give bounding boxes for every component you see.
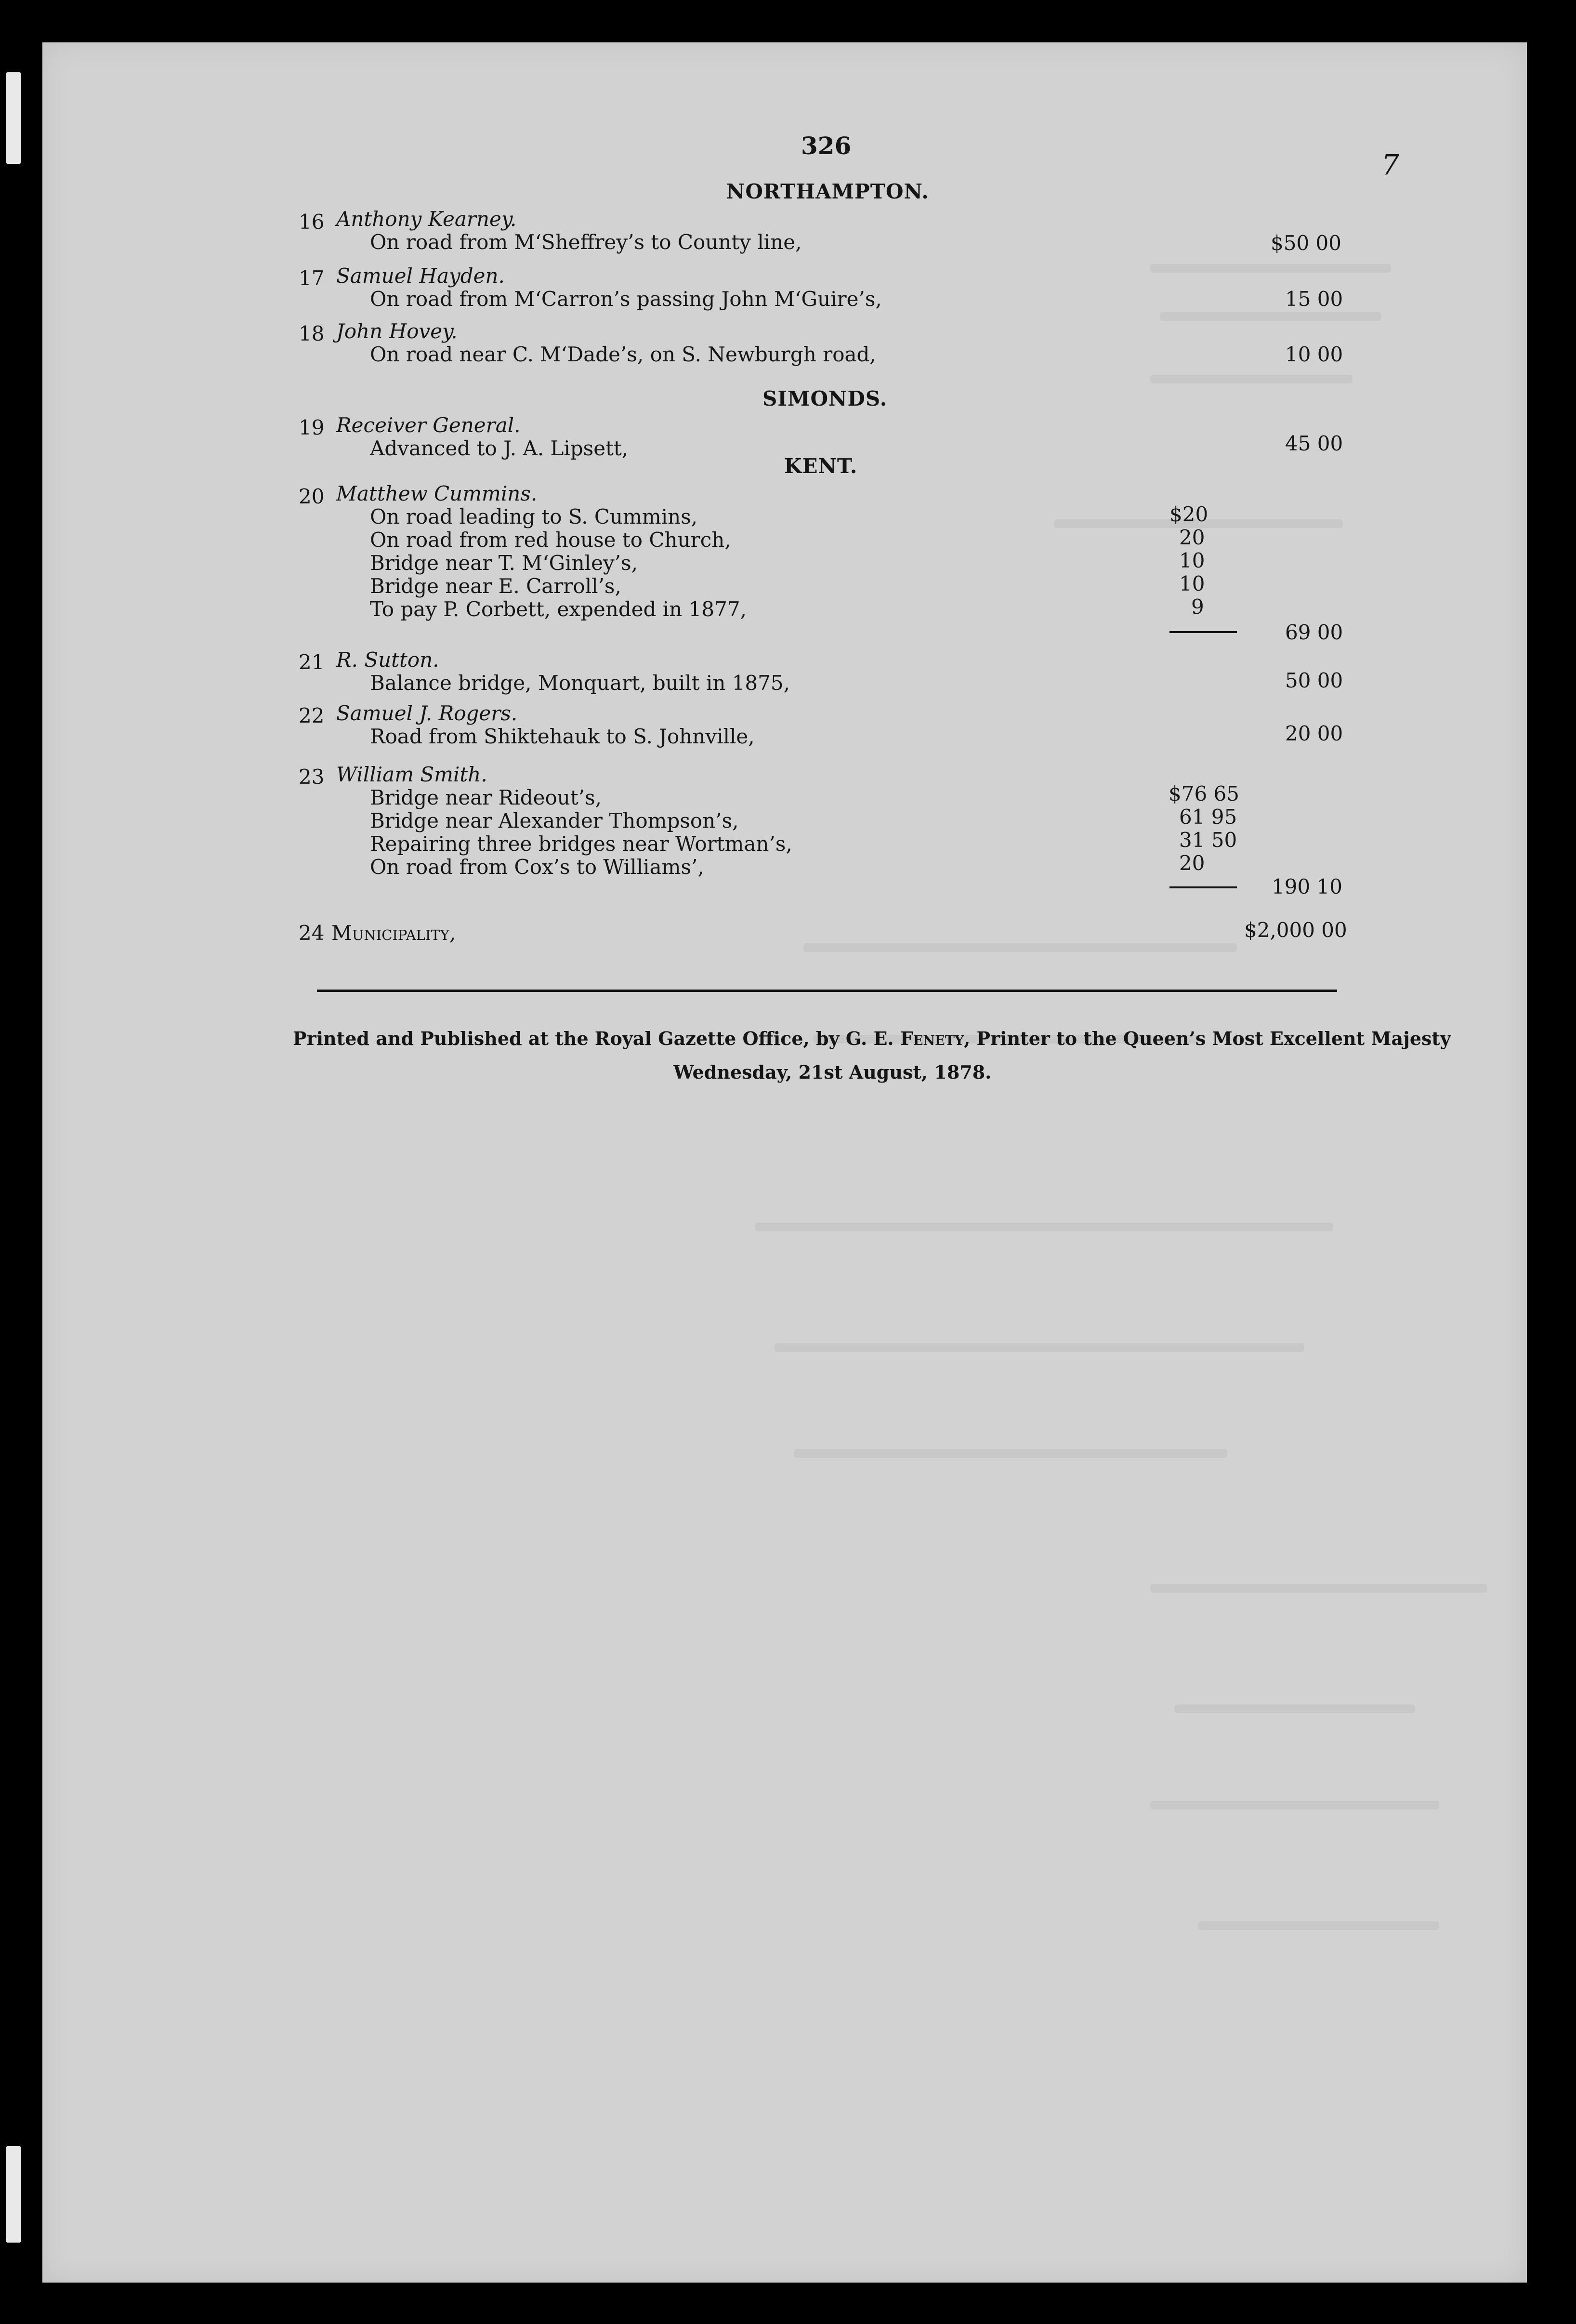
entry-total: $2,000 00 [1244,918,1347,942]
entry-total: 10 00 [1285,343,1343,366]
payee-name: Municipality, [331,921,456,945]
page-number: 326 [801,132,852,160]
imprint-text: , Printer to the Queen’s Most Excellent Majesty [964,1028,1451,1049]
entry-number: 23 [299,765,325,789]
entry-number: 24 [299,921,325,945]
bleed-through-mark [1160,312,1381,321]
entry-total: 69 00 [1285,621,1343,644]
entry-description: On road near C. M‘Dade’s, on S. Newburgh road, [370,343,876,366]
bleed-through-mark [1174,1704,1415,1713]
entry-number: 22 [299,704,325,727]
bleed-through-mark [1150,1584,1487,1593]
entry-total: 20 00 [1285,722,1343,745]
line-amount: 10 [1179,572,1205,595]
entry-total: 50 00 [1285,669,1343,692]
entry-line: On road from red house to Church, [370,528,731,552]
closing-rule [317,990,1337,992]
entry-description: Advanced to J. A. Lipsett, [370,436,629,460]
entry-number: 18 [299,322,325,345]
payee-name: John Hovey. [336,319,458,343]
bleed-through-mark [794,1449,1227,1458]
imprint-line [293,1028,1451,1049]
section-heading-northampton: NORTHAMPTON. [726,180,929,203]
subtotal-rule [1169,631,1237,633]
entry-total: 190 10 [1272,875,1342,898]
entry-line: To pay P. Corbett, expended in 1877, [370,597,747,621]
entry-number: 19 [299,416,325,439]
line-amount: 20 [1179,526,1205,549]
entry-total: $50 00 [1271,231,1341,255]
line-amount: $76 65 [1169,782,1239,805]
entry-number: 16 [299,210,325,234]
scan-tab-top [6,72,21,164]
line-amount: $20 [1169,502,1208,526]
entry-line: Bridge near E. Carroll’s, [370,574,621,598]
bleed-through-mark [1150,375,1353,383]
line-amount: 9 [1191,595,1204,619]
payee-name: Samuel J. Rogers. [336,701,518,725]
entry-number: 21 [299,650,325,674]
line-amount: 10 [1179,549,1205,572]
entry-line: Repairing three bridges near Wortman’s, [370,832,792,856]
entry-description: Road from Shiktehauk to S. Johnville, [370,725,755,748]
line-amount: 61 95 [1179,805,1237,829]
bleed-through-mark [1150,1801,1439,1809]
section-heading-kent: KENT. [784,454,858,478]
bleed-through-mark [1150,264,1391,273]
entry-description: On road from M‘Carron’s passing John M‘Guire’s, [370,287,882,311]
entry-line: Bridge near Alexander Thompson’s, [370,809,739,832]
imprint-text: Printed and Published at the Royal Gazette Office, by G. E. [293,1028,900,1049]
bleed-through-mark [803,943,1237,952]
entry-total: 45 00 [1285,432,1343,455]
section-heading-simonds: SIMONDS. [762,387,888,410]
bleed-through-mark [755,1223,1333,1231]
payee-name: Matthew Cummins. [336,482,538,505]
printer-name: Fenety [900,1028,964,1049]
line-amount: 20 [1179,851,1205,875]
subtotal-rule [1169,886,1237,888]
payee-name: William Smith. [336,763,487,786]
handwritten-margin-mark: 7 [1381,148,1399,181]
entry-number: 20 [299,485,325,508]
payee-name: R. Sutton. [336,648,439,672]
entry-line: Bridge near T. M‘Ginley’s, [370,551,638,575]
entry-line: On road leading to S. Cummins, [370,505,698,528]
entry-number: 17 [299,266,325,290]
entry-total: 15 00 [1285,287,1343,311]
payee-name: Receiver General. [336,413,521,437]
entry-line: Bridge near Rideout’s, [370,786,602,809]
scan-tab-bottom [6,2146,21,2243]
entry-description: Balance bridge, Monquart, built in 1875, [370,671,790,695]
payee-name: Anthony Kearney. [336,207,517,231]
bleed-through-mark [1198,1921,1439,1930]
entry-line: On road from Cox’s to Williams’, [370,855,704,879]
publication-date: Wednesday, 21st August, 1878. [673,1061,992,1083]
payee-name: Samuel Hayden. [336,264,505,288]
bleed-through-mark [775,1343,1304,1352]
entry-description: On road from M‘Sheffrey’s to County line, [370,230,802,254]
document-page [42,42,1527,2283]
line-amount: 31 50 [1179,828,1237,852]
